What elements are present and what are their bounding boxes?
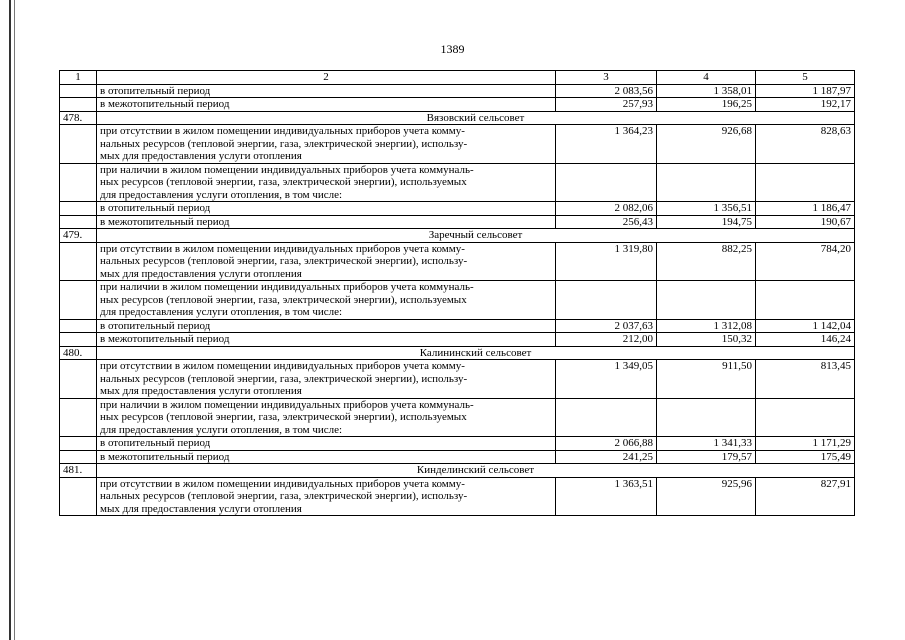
value-cell: 1 349,05 [556, 360, 657, 399]
value-cell [556, 398, 657, 437]
table-row [60, 398, 855, 437]
row-description: при отсутствии в жилом помещении индивидуальных приборов учета комму- нальных ресурсов (тепловой энергии, газа, электрической энергии), использу- мых для предоставления услуги отопления [97, 242, 556, 281]
number-cell [60, 450, 97, 464]
value-cell: 257,93 [556, 98, 657, 112]
value-cell: 256,43 [556, 215, 657, 229]
value-cell: 828,63 [756, 125, 855, 164]
value-cell: 1 356,51 [657, 202, 756, 216]
table-row [60, 125, 855, 164]
section-name: Кинделинский сельсовет [97, 464, 855, 478]
section-row [60, 229, 855, 243]
value-cell: 179,57 [657, 450, 756, 464]
table-row [60, 215, 855, 229]
value-cell: 925,96 [657, 477, 756, 516]
section-number: 478. [60, 111, 97, 125]
value-cell: 241,25 [556, 450, 657, 464]
value-cell [756, 163, 855, 202]
value-cell: 192,17 [756, 98, 855, 112]
value-cell: 1 358,01 [657, 84, 756, 98]
section-number: 480. [60, 346, 97, 360]
section-row [60, 346, 855, 360]
table-header-row [60, 71, 855, 85]
row-label: в межотопительный период [97, 333, 556, 347]
table-row [60, 437, 855, 451]
header-cell: 3 [556, 71, 657, 85]
section-name: Вязовский сельсовет [97, 111, 855, 125]
section-row [60, 111, 855, 125]
section-number: 481. [60, 464, 97, 478]
value-cell [657, 398, 756, 437]
number-cell [60, 319, 97, 333]
value-cell: 150,32 [657, 333, 756, 347]
table-row [60, 281, 855, 320]
value-cell [756, 281, 855, 320]
value-cell: 1 142,04 [756, 319, 855, 333]
value-cell: 1 186,47 [756, 202, 855, 216]
value-cell [556, 163, 657, 202]
value-cell: 2 083,56 [556, 84, 657, 98]
number-cell [60, 281, 97, 320]
value-cell: 784,20 [756, 242, 855, 281]
row-description: при отсутствии в жилом помещении индивидуальных приборов учета комму- нальных ресурсов (тепловой энергии, газа, электрической энергии), использу- мых для предоставления услуги отопления [97, 477, 556, 516]
number-cell [60, 398, 97, 437]
header-cell: 1 [60, 71, 97, 85]
value-cell: 2 066,88 [556, 437, 657, 451]
value-cell: 1 364,23 [556, 125, 657, 164]
table-row [60, 477, 855, 516]
row-description: при отсутствии в жилом помещении индивидуальных приборов учета комму- нальных ресурсов (тепловой энергии, газа, электрической энергии), использу- мых для предоставления услуги отопления [97, 360, 556, 399]
row-label: в отопительный период [97, 84, 556, 98]
value-cell: 2 037,63 [556, 319, 657, 333]
row-label: в отопительный период [97, 319, 556, 333]
number-cell [60, 84, 97, 98]
value-cell: 827,91 [756, 477, 855, 516]
number-cell [60, 333, 97, 347]
value-cell: 1 171,29 [756, 437, 855, 451]
value-cell [657, 163, 756, 202]
value-cell [756, 398, 855, 437]
value-cell: 1 363,51 [556, 477, 657, 516]
row-description: при наличии в жилом помещении индивидуальных приборов учета коммуналь- ных ресурсов (тепловой энергии, газа, электрической энергии), используемых для предоставления услуги отопления, в том числе: [97, 281, 556, 320]
header-cell: 5 [756, 71, 855, 85]
section-name: Заречный сельсовет [97, 229, 855, 243]
value-cell: 146,24 [756, 333, 855, 347]
table-row [60, 202, 855, 216]
row-label: в межотопительный период [97, 98, 556, 112]
value-cell: 1 319,80 [556, 242, 657, 281]
value-cell: 813,45 [756, 360, 855, 399]
header-cell: 4 [657, 71, 756, 85]
number-cell [60, 215, 97, 229]
value-cell: 196,25 [657, 98, 756, 112]
table-row [60, 360, 855, 399]
value-cell: 190,67 [756, 215, 855, 229]
value-cell: 926,68 [657, 125, 756, 164]
table-row [60, 98, 855, 112]
page-edge-line [14, 0, 15, 640]
value-cell: 1 341,33 [657, 437, 756, 451]
tariff-table [59, 70, 855, 516]
value-cell: 1 312,08 [657, 319, 756, 333]
row-label: в межотопительный период [97, 215, 556, 229]
row-label: в отопительный период [97, 202, 556, 216]
number-cell [60, 437, 97, 451]
section-row [60, 464, 855, 478]
page-number: 1389 [440, 42, 465, 56]
value-cell: 882,25 [657, 242, 756, 281]
table-row [60, 84, 855, 98]
number-cell [60, 477, 97, 516]
section-name: Калининский сельсовет [97, 346, 855, 360]
section-number: 479. [60, 229, 97, 243]
value-cell: 1 187,97 [756, 84, 855, 98]
page-edge-line [9, 0, 11, 640]
table-row [60, 242, 855, 281]
number-cell [60, 163, 97, 202]
row-label: в межотопительный период [97, 450, 556, 464]
value-cell [657, 281, 756, 320]
table-row [60, 333, 855, 347]
number-cell [60, 242, 97, 281]
value-cell [556, 281, 657, 320]
value-cell: 911,50 [657, 360, 756, 399]
table-row [60, 319, 855, 333]
value-cell: 2 082,06 [556, 202, 657, 216]
value-cell: 175,49 [756, 450, 855, 464]
value-cell: 194,75 [657, 215, 756, 229]
value-cell: 212,00 [556, 333, 657, 347]
row-description: при наличии в жилом помещении индивидуальных приборов учета коммуналь- ных ресурсов (тепловой энергии, газа, электрической энергии), используемых для предоставления услуги отопления, в том числе: [97, 163, 556, 202]
header-cell: 2 [97, 71, 556, 85]
row-description: при отсутствии в жилом помещении индивидуальных приборов учета комму- нальных ресурсов (тепловой энергии, газа, электрической энергии), использу- мых для предоставления услуги отопления [97, 125, 556, 164]
row-label: в отопительный период [97, 437, 556, 451]
row-description: при наличии в жилом помещении индивидуальных приборов учета коммуналь- ных ресурсов (тепловой энергии, газа, электрической энергии), используемых для предоставления услуги отопления, в том числе: [97, 398, 556, 437]
number-cell [60, 98, 97, 112]
number-cell [60, 125, 97, 164]
number-cell [60, 360, 97, 399]
number-cell [60, 202, 97, 216]
table-row [60, 163, 855, 202]
table-row [60, 450, 855, 464]
